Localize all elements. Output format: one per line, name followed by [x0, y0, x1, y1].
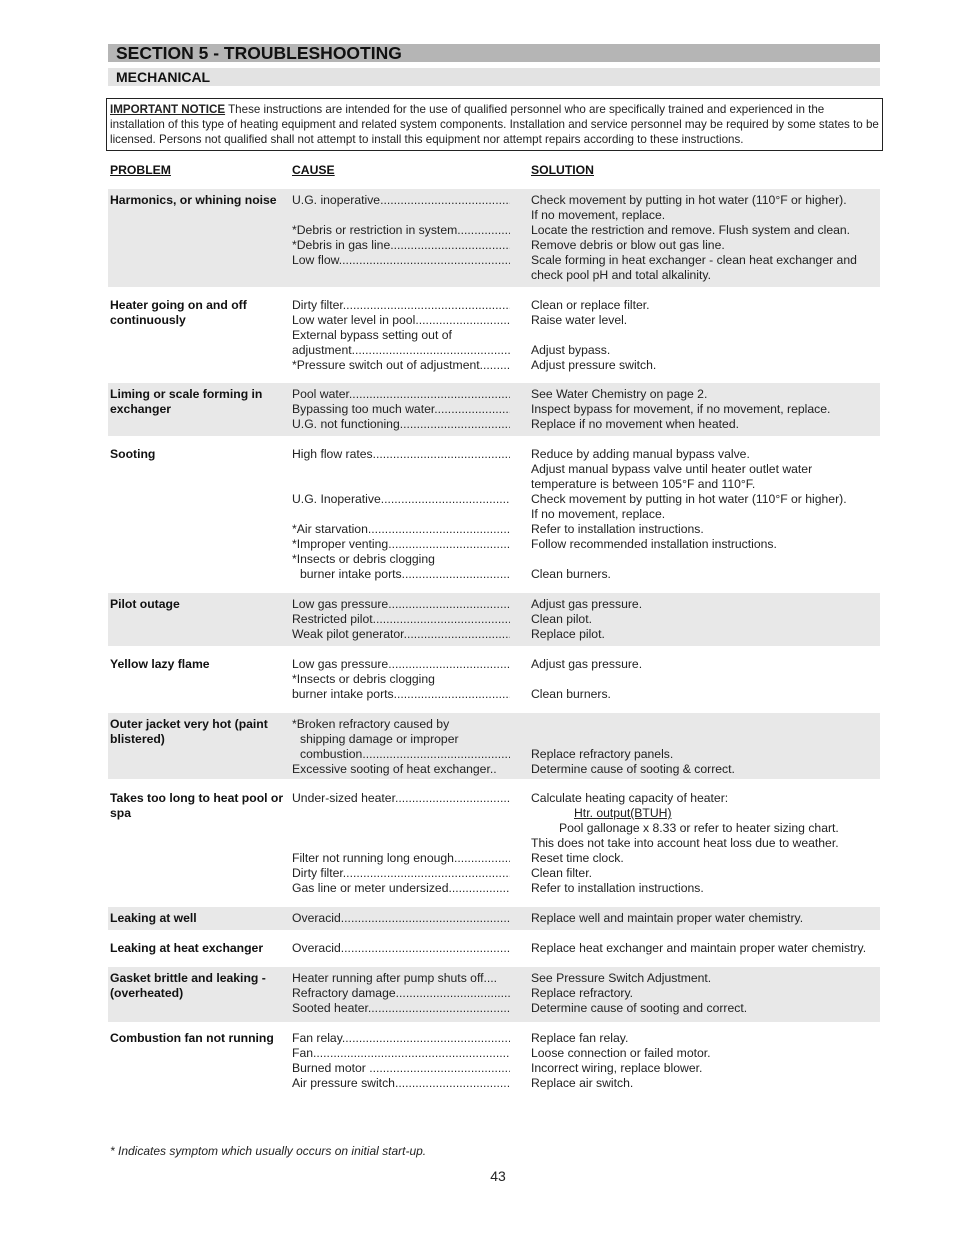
solution-cell: See Water Chemistry on page 2. Inspect bypass for movement, if no movement, replace. Replace if no movement when heated.: [531, 387, 831, 431]
cause-cell: Overacid .....: [292, 941, 510, 956]
section-title: SECTION 5 - TROUBLESHOOTING: [108, 44, 880, 62]
table-row: [108, 653, 880, 706]
cause-cell: Dirty filter ..... Low water level in pool ..... External bypass setting out of adjustment ..... *Pressure switch out of adjustment .....: [292, 298, 510, 373]
cause-cell: Low gas pressure ..... *Insects or debris clogging burner intake ports .....: [292, 657, 510, 702]
cause-cell: Under-sized heater ..... Filter not running long enough ..... Dirty filter ..... Gas line or meter undersized .....: [292, 791, 510, 896]
notice-label: IMPORTANT NOTICE: [110, 103, 226, 116]
problem-cell: Liming or scale forming in exchanger: [110, 387, 263, 416]
problem-cell: Heater going on and off continuously: [110, 298, 247, 327]
problem-cell: Pilot outage: [110, 597, 180, 611]
cause-cell: Pool water ..... Bypassing too much water ..... U.G. not functioning .....: [292, 387, 510, 432]
header-cause: CAUSE: [292, 163, 335, 177]
problem-cell: Yellow lazy flame: [110, 657, 210, 671]
solution-cell: Clean or replace filter. Raise water level. Adjust bypass. Adjust pressure switch.: [531, 298, 657, 372]
problem-cell: Gasket brittle and leaking - (overheated): [110, 971, 266, 1000]
solution-cell: Adjust gas pressure. Clean burners.: [531, 657, 643, 701]
solution-cell: Replace refractory panels. Determine cause of sooting & correct.: [531, 747, 735, 776]
table-row: [108, 967, 880, 1022]
solution-cell: Adjust gas pressure. Clean pilot. Replace pilot.: [531, 597, 643, 641]
cause-cell: Fan relay ..... Fan ..... Burned motor ..... Air pressure switch .....: [292, 1031, 510, 1091]
cause-cell: Heater running after pump shuts off.... Refractory damage ..... Sooted heater .....: [292, 971, 510, 1016]
cause-cell: Overacid .....: [292, 911, 510, 926]
table-row: [108, 294, 880, 376]
problem-cell: Leaking at heat exchanger: [110, 941, 264, 955]
solution-cell: See Pressure Switch Adjustment. Replace refractory. Determine cause of sooting and correct.: [531, 971, 748, 1015]
cause-cell: U.G. inoperative ..... *Debris or restriction in system ..... *Debris in gas line ..... Low flow .....: [292, 193, 510, 268]
table-row: [108, 937, 880, 960]
problem-cell: Outer jacket very hot (paint blistered): [110, 717, 268, 746]
cause-cell: High flow rates ..... U.G. Inoperative ..... *Air starvation ..... *Improper venting ..... *Insects or debris clogging burner intake ports .....: [292, 447, 510, 582]
solution-cell: Replace heat exchanger and maintain proper water chemistry.: [531, 941, 867, 955]
cause-cell: Low gas pressure ..... Restricted pilot ..... Weak pilot generator .....: [292, 597, 510, 642]
page-number: 43: [490, 1168, 506, 1184]
solution-cell: Replace well and maintain proper water chemistry.: [531, 911, 804, 925]
important-notice: [106, 98, 883, 151]
header-problem: PROBLEM: [110, 163, 171, 177]
problem-cell: Sooting: [110, 447, 156, 461]
problem-cell: Combustion fan not running: [110, 1031, 274, 1045]
solution-cell: Calculate heating capacity of heater: Htr. output(BTUH) Pool gallonage x 8.33 or refer to heater sizing chart. This does not take into account heat loss due to weather. Reset time clock. Clean filter. Refer to installation instructions.: [531, 791, 880, 896]
subsection-title: MECHANICAL: [108, 68, 880, 86]
problem-cell: Harmonics, or whining noise: [110, 193, 277, 207]
footnote: * Indicates symptom which usually occurs on initial start-up.: [110, 1144, 427, 1158]
table-row: [108, 189, 880, 287]
table-row: [108, 787, 880, 900]
problem-cell: Takes too long to heat pool or spa: [110, 791, 284, 820]
solution-cell: Check movement by putting in hot water (110°F or higher). If no movement, replace. Locate the restriction and remove. Flush system and clean. Remove debris or blow out gas line. Scale forming in heat exchanger - clean heat exchanger and check pool pH and total alkalinity.: [531, 193, 857, 282]
solution-cell: Reduce by adding manual bypass valve. Adjust manual bypass valve until heater outlet water temperature is between 105°F and 110°F. Check movement by putting in hot water (110°F or higher). If no movement, replace. Refer to installation instructions. Follow recommended installation instructions. Clean burners.: [531, 447, 847, 581]
table-row: [108, 593, 880, 646]
solution-cell: Replace fan relay. Loose connection or failed motor. Incorrect wiring, replace blower. Replace air switch.: [531, 1031, 711, 1090]
table-row: [108, 383, 880, 436]
header-solution: SOLUTION: [531, 163, 594, 177]
notice-text: These instructions are intended for the use of qualified personnel who are specifically trained and experienced in the installation of this type of heating equipment and related system components. Installation and service personnel may be required by some states to be licensed. Persons not qualified shall not attempt to install this equipment nor attempt repairs according to these instructions.: [110, 103, 879, 146]
table-row: [108, 443, 880, 586]
problem-cell: Leaking at well: [110, 911, 197, 925]
cause-cell: *Broken refractory caused by shipping damage or improper combustion ..... Excessive sooting of heat exchanger..: [292, 717, 510, 777]
table-row: [108, 907, 880, 930]
formula-numerator: Htr. output(BTUH): [574, 806, 672, 820]
table-row: [108, 713, 880, 779]
formula-denominator: Pool gallonage x 8.33 or refer to heater sizing chart.: [559, 821, 839, 835]
table-row: [108, 1027, 880, 1095]
